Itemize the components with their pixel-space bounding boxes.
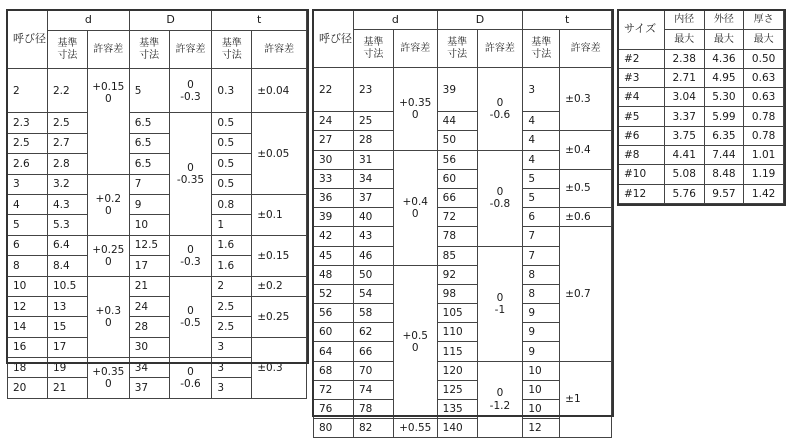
outer-cell: 4.36: [704, 49, 744, 68]
size-cell: #6: [619, 126, 665, 145]
D-tolerance-cell: 0 -1: [477, 246, 523, 361]
d-basic-cell: 8.4: [47, 256, 87, 276]
header-tolerance: 許容差: [169, 31, 212, 69]
t-basic-cell: 10: [523, 380, 560, 399]
header-max: 最大: [664, 30, 704, 49]
t-tolerance-cell: ±0.25: [252, 296, 307, 337]
nominal-cell: 60: [314, 323, 354, 342]
t-basic-cell: 9: [523, 304, 560, 323]
header-size: サイズ: [619, 11, 665, 50]
t-basic-cell: 4: [523, 131, 560, 150]
D-basic-cell: 39: [437, 68, 477, 112]
nominal-cell: 18: [8, 358, 48, 378]
header-tolerance: 許容差: [560, 30, 612, 68]
D-basic-cell: 85: [437, 246, 477, 265]
header-inner: 内径: [664, 11, 704, 30]
inner-cell: 3.04: [664, 88, 704, 107]
d-basic-cell: 28: [353, 131, 393, 150]
d-basic-cell: 2.2: [47, 69, 87, 113]
size-cell: #3: [619, 68, 665, 87]
D-tolerance-cell: 0 -1.2: [477, 361, 523, 438]
d-basic-cell: 5.3: [47, 215, 87, 235]
nominal-cell: 14: [8, 317, 48, 337]
t-basic-cell: 0.5: [212, 174, 252, 194]
t-tolerance-cell: ±0.3: [252, 337, 307, 398]
D-basic-cell: 10: [129, 215, 169, 235]
nominal-cell: 16: [8, 337, 48, 357]
header-basic: 基準 寸法: [47, 31, 87, 69]
thickness-cell: 0.78: [744, 126, 784, 145]
d-basic-cell: 3.2: [47, 174, 87, 194]
nominal-cell: 52: [314, 284, 354, 303]
t-tolerance-cell: ±0.5: [560, 169, 612, 207]
inner-cell: 3.37: [664, 107, 704, 126]
D-basic-cell: 60: [437, 169, 477, 188]
D-basic-cell: 105: [437, 304, 477, 323]
header-nominal: 呼び径: [314, 11, 354, 68]
outer-cell: 5.99: [704, 107, 744, 126]
nominal-cell: 45: [314, 246, 354, 265]
t-basic-cell: 12: [523, 419, 560, 438]
nominal-cell: 5: [8, 215, 48, 235]
d-basic-cell: 78: [353, 400, 393, 419]
nominal-cell: 36: [314, 188, 354, 207]
D-basic-cell: 6.5: [129, 133, 169, 153]
t-basic-cell: 5: [523, 188, 560, 207]
nominal-cell: 39: [314, 208, 354, 227]
d-basic-cell: 19: [47, 358, 87, 378]
d-tolerance-cell: +0.55: [393, 419, 437, 438]
nominal-cell: 22: [314, 68, 354, 112]
t-basic-cell: 9: [523, 323, 560, 342]
nominal-cell: 10: [8, 276, 48, 296]
t-basic-cell: 7: [523, 227, 560, 246]
size-cell: #8: [619, 146, 665, 165]
nominal-cell: 6: [8, 235, 48, 255]
header-max: 最大: [744, 30, 784, 49]
D-basic-cell: 92: [437, 265, 477, 284]
D-basic-cell: 7: [129, 174, 169, 194]
inner-cell: 3.75: [664, 126, 704, 145]
D-basic-cell: 28: [129, 317, 169, 337]
nominal-cell: 27: [314, 131, 354, 150]
D-tolerance-cell: 0 -0.5: [169, 276, 212, 358]
d-basic-cell: 37: [353, 188, 393, 207]
header-t: t: [212, 11, 307, 31]
d-basic-cell: 74: [353, 380, 393, 399]
D-tolerance-cell: 0 -0.35: [169, 113, 212, 235]
d-basic-cell: 58: [353, 304, 393, 323]
d-basic-cell: 10.5: [47, 276, 87, 296]
size-cell: #4: [619, 88, 665, 107]
t-basic-cell: 2.5: [212, 296, 252, 316]
D-basic-cell: 56: [437, 150, 477, 169]
header-tolerance: 許容差: [393, 30, 437, 68]
d-basic-cell: 31: [353, 150, 393, 169]
d-basic-cell: 2.5: [47, 113, 87, 133]
d-tolerance-cell: +0.15 0: [87, 69, 129, 174]
d-tolerance-cell: +0.5 0: [393, 265, 437, 419]
inner-cell: 2.71: [664, 68, 704, 87]
D-basic-cell: 34: [129, 358, 169, 378]
header-basic: 基準 寸法: [353, 30, 393, 68]
t-tolerance-cell: ±0.7: [560, 227, 612, 361]
outer-cell: 9.57: [704, 184, 744, 203]
thickness-cell: 1.01: [744, 146, 784, 165]
nominal-cell: 33: [314, 169, 354, 188]
d-tolerance-cell: +0.35 0: [87, 358, 129, 399]
t-basic-cell: 0.5: [212, 133, 252, 153]
inner-cell: 5.76: [664, 184, 704, 203]
D-basic-cell: 21: [129, 276, 169, 296]
nominal-cell: 30: [314, 150, 354, 169]
D-basic-cell: 66: [437, 188, 477, 207]
nominal-cell: 68: [314, 361, 354, 380]
t-basic-cell: 5: [523, 169, 560, 188]
d-basic-cell: 21: [47, 378, 87, 398]
inner-cell: 4.41: [664, 146, 704, 165]
D-tolerance-cell: 0 -0.3: [169, 235, 212, 276]
nominal-cell: 72: [314, 380, 354, 399]
d-basic-cell: 15: [47, 317, 87, 337]
t-basic-cell: 0.8: [212, 194, 252, 214]
d-basic-cell: 54: [353, 284, 393, 303]
nominal-cell: 76: [314, 400, 354, 419]
t-basic-cell: 8: [523, 284, 560, 303]
d-basic-cell: 70: [353, 361, 393, 380]
D-tolerance-cell: 0 -0.6: [477, 68, 523, 150]
D-basic-cell: 72: [437, 208, 477, 227]
t-basic-cell: 0.3: [212, 69, 252, 113]
nominal-cell: 2.5: [8, 133, 48, 153]
thickness-cell: 0.50: [744, 49, 784, 68]
header-basic: 基準 寸法: [437, 30, 477, 68]
thickness-cell: 1.19: [744, 165, 784, 184]
D-basic-cell: 140: [437, 419, 477, 438]
inner-cell: 2.38: [664, 49, 704, 68]
nominal-cell: 2: [8, 69, 48, 113]
t-basic-cell: 3: [212, 378, 252, 398]
nominal-cell: 12: [8, 296, 48, 316]
nominal-cell: 3: [8, 174, 48, 194]
nominal-cell: 2.6: [8, 154, 48, 174]
nominal-cell: 2.3: [8, 113, 48, 133]
d-basic-cell: 62: [353, 323, 393, 342]
D-tolerance-cell: 0 -0.3: [169, 69, 212, 113]
header-D: D: [437, 11, 523, 30]
t-tolerance-cell: ±0.1: [252, 194, 307, 235]
thickness-cell: 0.78: [744, 107, 784, 126]
D-basic-cell: 9: [129, 194, 169, 214]
t-basic-cell: 0.5: [212, 154, 252, 174]
D-basic-cell: 12.5: [129, 235, 169, 255]
header-basic: 基準 寸法: [212, 31, 252, 69]
t-tolerance-cell: ±0.05: [252, 113, 307, 195]
d-basic-cell: 46: [353, 246, 393, 265]
nominal-cell: 48: [314, 265, 354, 284]
d-tolerance-cell: +0.2 0: [87, 174, 129, 235]
D-basic-cell: 120: [437, 361, 477, 380]
D-basic-cell: 98: [437, 284, 477, 303]
nominal-cell: 64: [314, 342, 354, 361]
header-tolerance: 許容差: [477, 30, 523, 68]
t-tolerance-cell: ±0.4: [560, 131, 612, 169]
t-basic-cell: 3: [212, 337, 252, 357]
t-tolerance-cell: ±1: [560, 361, 612, 438]
d-basic-cell: 25: [353, 112, 393, 131]
outer-cell: 6.35: [704, 126, 744, 145]
t-basic-cell: 3: [212, 358, 252, 378]
t-tolerance-cell: ±0.2: [252, 276, 307, 296]
t-basic-cell: 4: [523, 150, 560, 169]
d-basic-cell: 2.7: [47, 133, 87, 153]
header-D: D: [129, 11, 212, 31]
outer-cell: 4.95: [704, 68, 744, 87]
D-tolerance-cell: 0 -0.6: [169, 358, 212, 399]
D-basic-cell: 5: [129, 69, 169, 113]
d-tolerance-cell: +0.25 0: [87, 235, 129, 276]
d-basic-cell: 23: [353, 68, 393, 112]
header-nominal: 呼び径: [8, 11, 48, 69]
t-basic-cell: 10: [523, 361, 560, 380]
size-cell: #2: [619, 49, 665, 68]
inner-cell: 5.08: [664, 165, 704, 184]
t-tolerance-cell: ±0.04: [252, 69, 307, 113]
nominal-cell: 42: [314, 227, 354, 246]
header-d: d: [353, 11, 437, 30]
nominal-cell: 24: [314, 112, 354, 131]
D-basic-cell: 110: [437, 323, 477, 342]
header-basic: 基準 寸法: [523, 30, 560, 68]
d-basic-cell: 4.3: [47, 194, 87, 214]
t-basic-cell: 1: [212, 215, 252, 235]
size-cell: #5: [619, 107, 665, 126]
D-basic-cell: 24: [129, 296, 169, 316]
thickness-cell: 1.42: [744, 184, 784, 203]
nominal-cell: 4: [8, 194, 48, 214]
D-basic-cell: 6.5: [129, 113, 169, 133]
d-basic-cell: 6.4: [47, 235, 87, 255]
D-basic-cell: 50: [437, 131, 477, 150]
t-basic-cell: 4: [523, 112, 560, 131]
outer-cell: 5.30: [704, 88, 744, 107]
t-basic-cell: 0.5: [212, 113, 252, 133]
header-max: 最大: [704, 30, 744, 49]
d-basic-cell: 82: [353, 419, 393, 438]
header-t: t: [523, 11, 612, 30]
D-basic-cell: 44: [437, 112, 477, 131]
t-basic-cell: 10: [523, 400, 560, 419]
nominal-cell: 56: [314, 304, 354, 323]
d-basic-cell: 40: [353, 208, 393, 227]
washer-table-inch: [618, 10, 784, 204]
d-basic-cell: 66: [353, 342, 393, 361]
thickness-cell: 0.63: [744, 68, 784, 87]
D-basic-cell: 115: [437, 342, 477, 361]
nominal-cell: 20: [8, 378, 48, 398]
t-basic-cell: 2.5: [212, 317, 252, 337]
washer-table-large: [313, 10, 612, 438]
d-basic-cell: 13: [47, 296, 87, 316]
t-basic-cell: 2: [212, 276, 252, 296]
header-tolerance: 許容差: [87, 31, 129, 69]
t-basic-cell: 9: [523, 342, 560, 361]
D-basic-cell: 37: [129, 378, 169, 398]
t-basic-cell: 3: [523, 68, 560, 112]
header-d: d: [47, 11, 129, 31]
size-cell: #12: [619, 184, 665, 203]
d-basic-cell: 43: [353, 227, 393, 246]
t-basic-cell: 1.6: [212, 256, 252, 276]
t-tolerance-cell: ±0.6: [560, 208, 612, 227]
size-cell: #10: [619, 165, 665, 184]
d-basic-cell: 34: [353, 169, 393, 188]
d-tolerance-cell: +0.35 0: [393, 68, 437, 150]
nominal-cell: 8: [8, 256, 48, 276]
D-basic-cell: 6.5: [129, 154, 169, 174]
washer-table-small: [7, 10, 307, 399]
header-tolerance: 許容差: [252, 31, 307, 69]
D-tolerance-cell: 0 -0.8: [477, 150, 523, 246]
header-outer: 外径: [704, 11, 744, 30]
D-basic-cell: 125: [437, 380, 477, 399]
D-basic-cell: 78: [437, 227, 477, 246]
d-basic-cell: 50: [353, 265, 393, 284]
D-basic-cell: 17: [129, 256, 169, 276]
outer-cell: 7.44: [704, 146, 744, 165]
t-basic-cell: 7: [523, 246, 560, 265]
d-basic-cell: 17: [47, 337, 87, 357]
header-thickness: 厚さ: [744, 11, 784, 30]
D-basic-cell: 30: [129, 337, 169, 357]
t-tolerance-cell: ±0.15: [252, 235, 307, 276]
t-basic-cell: 6: [523, 208, 560, 227]
t-basic-cell: 1.6: [212, 235, 252, 255]
nominal-cell: 80: [314, 419, 354, 438]
D-basic-cell: 135: [437, 400, 477, 419]
d-tolerance-cell: +0.4 0: [393, 150, 437, 265]
header-basic: 基準 寸法: [129, 31, 169, 69]
thickness-cell: 0.63: [744, 88, 784, 107]
d-tolerance-cell: +0.3 0: [87, 276, 129, 358]
outer-cell: 8.48: [704, 165, 744, 184]
t-tolerance-cell: ±0.3: [560, 68, 612, 131]
d-basic-cell: 2.8: [47, 154, 87, 174]
t-basic-cell: 8: [523, 265, 560, 284]
